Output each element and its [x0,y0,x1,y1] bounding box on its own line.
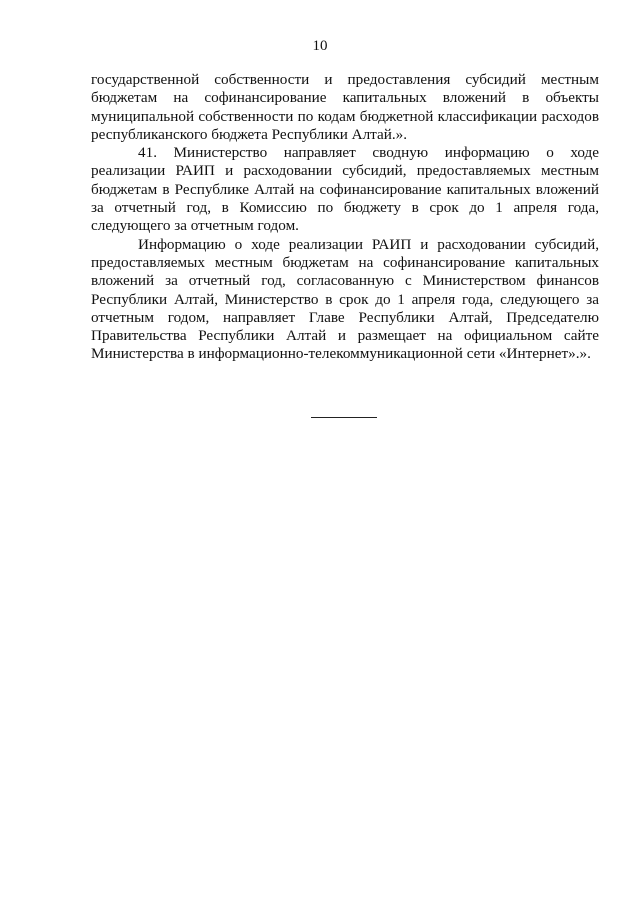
paragraph-report-info: Информацию о ходе реализации РАИП и расходовании субсидий, предоставляемых местным бюджетам на софинансирование капитальных вложений за отчетный год, согласованную с Министерством финансов Республики Алтай, Министерство в срок до 1 апреля года, следующего за отчетным годом, направляет Главе Республики Алтай, Председателю Правительства Республики Алтай и размещает на официальном сайте Министерства в информационно-телекоммуникационной сети «Интернет».». [91,235,599,363]
document-body [91,71,599,364]
page-number: 10 [312,38,328,54]
paragraph-continuation: государственной собственности и предоставления субсидий местным бюджетам на софинансирование капитальных вложений в объекты муниципальной собственности по кодам бюджетной классификации расходов республиканского бюджета Республики Алтай.». [91,71,599,143]
paragraph-item-41: 41. Министерство направляет сводную информацию о ходе реализации РАИП и расходовании субсидий, предоставляемых местным бюджетам в Республике Алтай на софинансирование капитальных вложений за отчетный год, в Комиссию по бюджету в срок до 1 апреля года, следующего за отчетным годом. [91,144,599,235]
end-separator-line [311,417,377,418]
